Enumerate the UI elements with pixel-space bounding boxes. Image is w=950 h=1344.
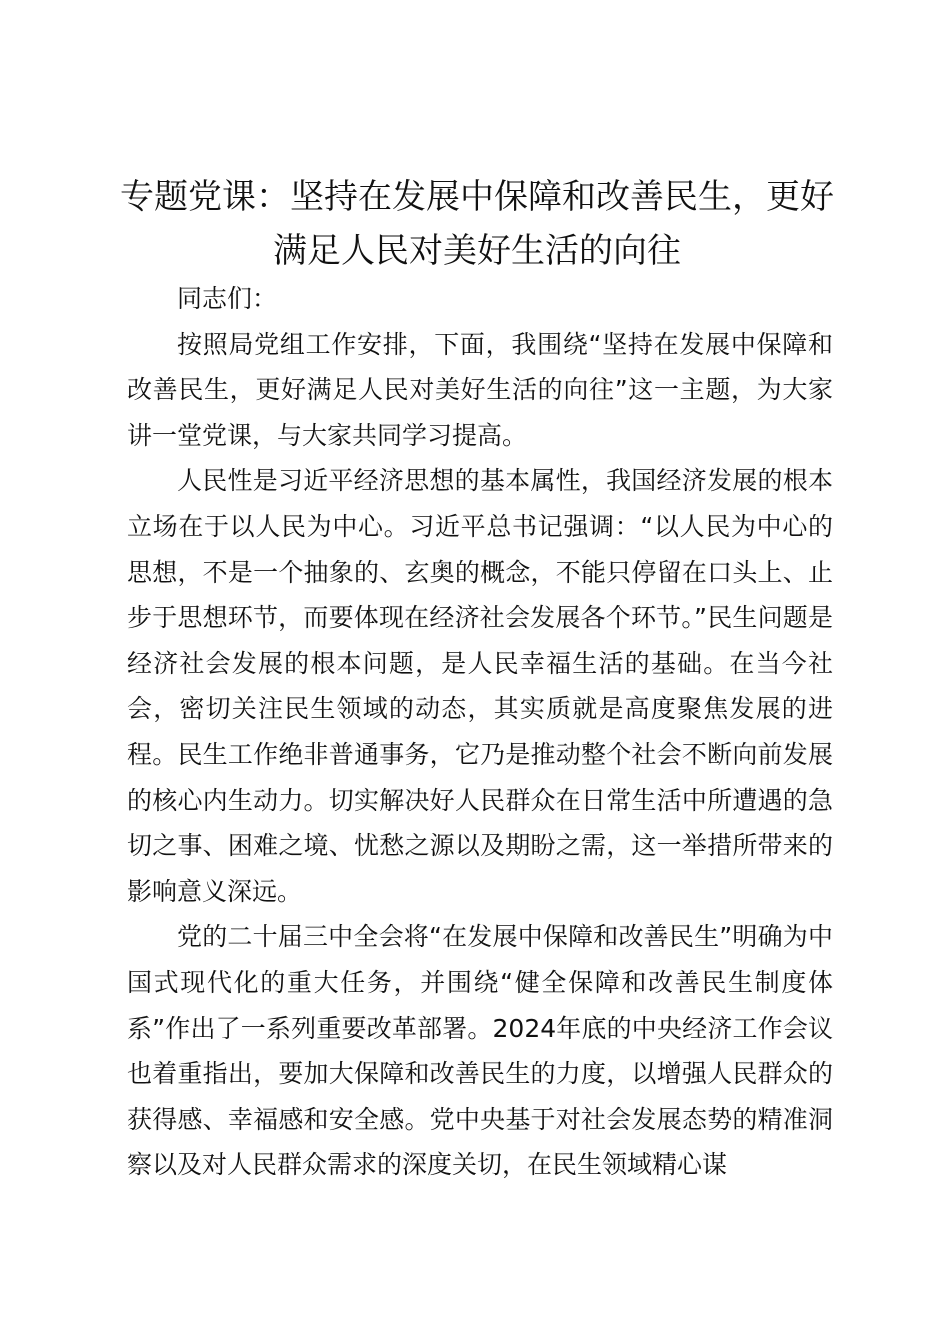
salutation: 同志们： [177,284,278,313]
document-body [127,276,833,1188]
paragraph-3: 党的二十届三中全会将“在发展中保障和改善民生”明确为中国式现代化的重大任务，并围绕“健全保障和改善民生制度体系”作出了一系列重要改革部署。2024年底的中央经济工作会议也着重指出，要加大保障和改善民生的力度，以增强人民群众的获得感、幸福感和安全感。党中央基于对社会发展态势的精准洞察以及对人民群众需求的深度关切，在民生领域精心谋 [127,922,833,1180]
paragraph-2: 人民性是习近平经济思想的基本属性，我国经济发展的根本立场在于以人民为中心。习近平总书记强调：“以人民为中心的思想，不是一个抽象的、玄奥的概念，不能只停留在口头上、止步于思想环节，而要体现在经济社会发展各个环节。”民生问题是经济社会发展的根本问题，是人民幸福生活的基础。在当今社会，密切关注民生领域的动态，其实质就是高度聚焦发展的进程。民生工作绝非普通事务，它乃是推动整个社会不断向前发展的核心内生动力。切实解决好人民群众在日常生活中所遭遇的急切之事、困难之境、忧愁之源以及期盼之需，这一举措所带来的影响意义深远。 [127,466,833,906]
document-title: 专题党课：坚持在发展中保障和改善民生，更好满足人民对美好生活的向往 [120,177,834,271]
paragraph-1: 按照局党组工作安排，下面，我围绕“坚持在发展中保障和改善民生，更好满足人民对美好生活的向往”这一主题，为大家讲一堂党课，与大家共同学习提高。 [127,329,833,450]
